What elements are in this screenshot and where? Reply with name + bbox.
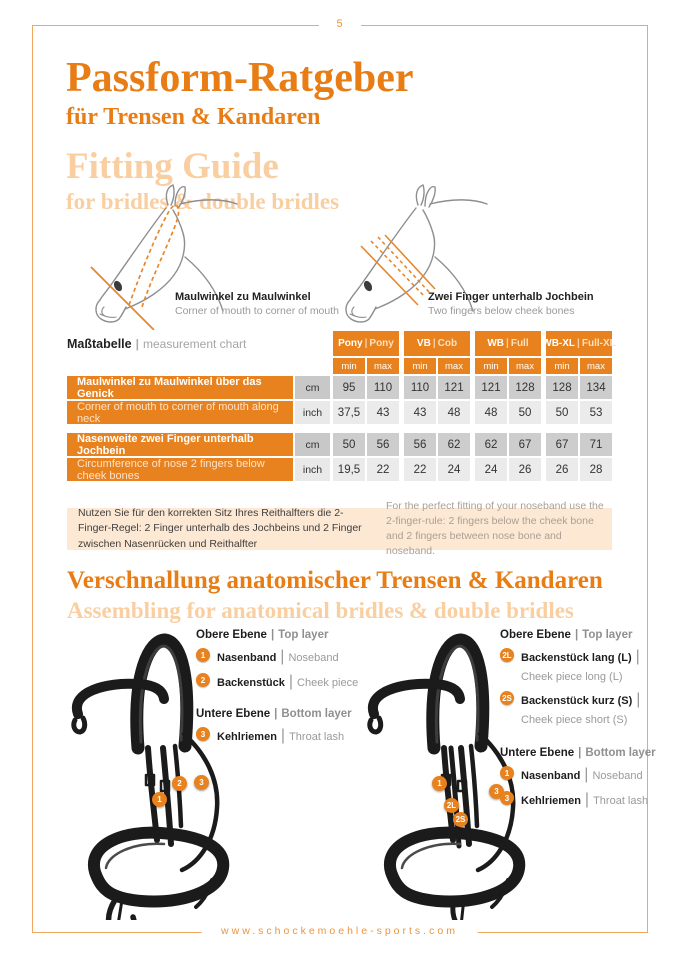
value-cell: 50 bbox=[333, 433, 365, 456]
table-row bbox=[67, 401, 612, 424]
max-header: max bbox=[438, 358, 470, 374]
max-header: max bbox=[367, 358, 399, 374]
page-subtitle-en: for bridles & double bridles bbox=[66, 189, 340, 214]
value-cell: 28 bbox=[580, 458, 612, 481]
value-cell: 26 bbox=[509, 458, 541, 481]
value-cell: 43 bbox=[404, 401, 436, 424]
row-label: Circumference of nose 2 fingers below cheek bones bbox=[67, 458, 293, 481]
note-text-en: For the perfect fitting of your noseband use the 2-finger-rule: 2 fingers below the cheek bone and 2 fingers between nose bone and noseband. bbox=[386, 499, 604, 558]
figure-label-en: Two fingers below cheek bones bbox=[428, 305, 575, 317]
min-header: min bbox=[333, 358, 365, 374]
figure-label-en: Corner of mouth to corner of mouth bbox=[175, 305, 339, 317]
row-label: Corner of mouth to corner of mouth along neck bbox=[67, 401, 293, 424]
value-cell: 43 bbox=[367, 401, 399, 424]
marker-badge: 3 bbox=[489, 784, 504, 799]
table-title: Maßtabelle | measurement chart bbox=[67, 336, 247, 351]
value-cell: 121 bbox=[475, 376, 507, 399]
value-cell: 50 bbox=[546, 401, 578, 424]
value-cell: 71 bbox=[580, 433, 612, 456]
page-title-en: Fitting Guide bbox=[66, 146, 279, 187]
value-cell: 22 bbox=[367, 458, 399, 481]
figure-label-left bbox=[175, 291, 355, 317]
value-cell: 110 bbox=[404, 376, 436, 399]
figure-label-right bbox=[428, 291, 608, 317]
legend-item: 2 Backenstück | Cheek piece bbox=[196, 673, 368, 691]
legend-item: 3 Kehlriemen | Throat lash bbox=[500, 791, 672, 809]
legend-item: 1 Nasenband | Noseband bbox=[196, 648, 368, 666]
measurement-line-overlay bbox=[91, 205, 179, 330]
value-cell: 56 bbox=[404, 433, 436, 456]
legend-item: 2L Backenstück lang (L) | Cheek piece long (L) bbox=[500, 648, 672, 684]
value-cell: 24 bbox=[438, 458, 470, 481]
note-box bbox=[67, 499, 612, 558]
row-label: Nasenweite zwei Finger unterhalb Jochbein bbox=[67, 433, 293, 456]
page-title: Passform-Ratgeber bbox=[66, 55, 414, 101]
size-group-header: WB-XL | Full-XL bbox=[546, 331, 612, 356]
value-cell: 19,5 bbox=[333, 458, 365, 481]
measurement-table bbox=[67, 331, 616, 482]
marker-badge: 2L bbox=[444, 798, 459, 813]
unit-cell: cm bbox=[295, 433, 330, 456]
layer-heading-top: Obere Ebene | Top layer bbox=[500, 629, 633, 641]
value-cell: 56 bbox=[367, 433, 399, 456]
item-badge: 2 bbox=[196, 673, 210, 687]
note-text-de: Nutzen Sie für den korrekten Sitz Ihres Reithalfters die 2-Finger-Regel: 2 Finger unterhalb des Jochbeins und 2 Finger zwischen Nasenrücken und Reithalfter bbox=[78, 507, 362, 550]
marker-badge: 2S bbox=[453, 812, 468, 827]
size-group-header: VB | Cob bbox=[404, 331, 470, 356]
value-cell: 67 bbox=[509, 433, 541, 456]
unit-cell: inch bbox=[295, 458, 330, 481]
marker-badge: 1 bbox=[432, 776, 447, 791]
max-header: max bbox=[580, 358, 612, 374]
value-cell: 95 bbox=[333, 376, 365, 399]
value-cell: 50 bbox=[509, 401, 541, 424]
value-cell: 48 bbox=[475, 401, 507, 424]
item-badge: 3 bbox=[196, 727, 210, 741]
marker-badge: 3 bbox=[194, 775, 209, 790]
value-cell: 26 bbox=[546, 458, 578, 481]
table-row bbox=[67, 376, 612, 399]
item-badge: 2L bbox=[500, 648, 514, 662]
legend-item: 1 Nasenband | Noseband bbox=[500, 766, 672, 784]
unit-cell: inch bbox=[295, 401, 330, 424]
assembly-heading-en: Assembling for anatomical bridles & double bridles bbox=[67, 598, 574, 623]
assembly-section-heading bbox=[67, 568, 603, 622]
unit-cell: cm bbox=[295, 376, 330, 399]
table-row bbox=[67, 433, 612, 456]
item-badge: 2S bbox=[500, 691, 514, 705]
layer-heading-bottom: Untere Ebene | Bottom layer bbox=[500, 747, 656, 759]
legend-item: 3 Kehlriemen | Throat lash bbox=[196, 727, 368, 745]
value-cell: 62 bbox=[475, 433, 507, 456]
value-cell: 22 bbox=[404, 458, 436, 481]
value-cell: 24 bbox=[475, 458, 507, 481]
legend-right bbox=[500, 629, 672, 809]
min-header: min bbox=[546, 358, 578, 374]
value-cell: 53 bbox=[580, 401, 612, 424]
legend-item: 2S Backenstück kurz (S) | Cheek piece short (S) bbox=[500, 691, 672, 727]
table-row bbox=[67, 458, 612, 481]
page-number: 5 bbox=[318, 18, 360, 30]
figure-label-de: Zwei Finger unterhalb Jochbein bbox=[428, 291, 594, 303]
value-cell: 110 bbox=[367, 376, 399, 399]
assembly-heading-de: Verschnallung anatomischer Trensen & Kandaren bbox=[67, 567, 603, 594]
size-group-header: WB | Full bbox=[475, 331, 541, 356]
min-header: min bbox=[404, 358, 436, 374]
marker-badge: 2 bbox=[172, 776, 187, 791]
value-cell: 37,5 bbox=[333, 401, 365, 424]
row-label: Maulwinkel zu Maulwinkel über das Genick bbox=[67, 376, 293, 399]
marker-badge: 1 bbox=[152, 792, 167, 807]
size-group-header: Pony | Pony bbox=[333, 331, 399, 356]
legend-left bbox=[196, 629, 368, 745]
max-header: max bbox=[509, 358, 541, 374]
value-cell: 134 bbox=[580, 376, 612, 399]
item-badge: 3 bbox=[500, 791, 514, 805]
value-cell: 67 bbox=[546, 433, 578, 456]
figure-label-de: Maulwinkel zu Maulwinkel bbox=[175, 291, 311, 303]
page-subtitle: für Trensen & Kandaren bbox=[66, 104, 321, 130]
item-badge: 1 bbox=[196, 648, 210, 662]
value-cell: 121 bbox=[438, 376, 470, 399]
layer-heading-top: Obere Ebene | Top layer bbox=[196, 629, 329, 641]
website-url: www.schockemoehle-sports.com bbox=[201, 925, 478, 937]
item-badge: 1 bbox=[500, 766, 514, 780]
value-cell: 128 bbox=[546, 376, 578, 399]
value-cell: 48 bbox=[438, 401, 470, 424]
value-cell: 128 bbox=[509, 376, 541, 399]
min-header: min bbox=[475, 358, 507, 374]
value-cell: 62 bbox=[438, 433, 470, 456]
layer-heading-bottom: Untere Ebene | Bottom layer bbox=[196, 708, 352, 720]
